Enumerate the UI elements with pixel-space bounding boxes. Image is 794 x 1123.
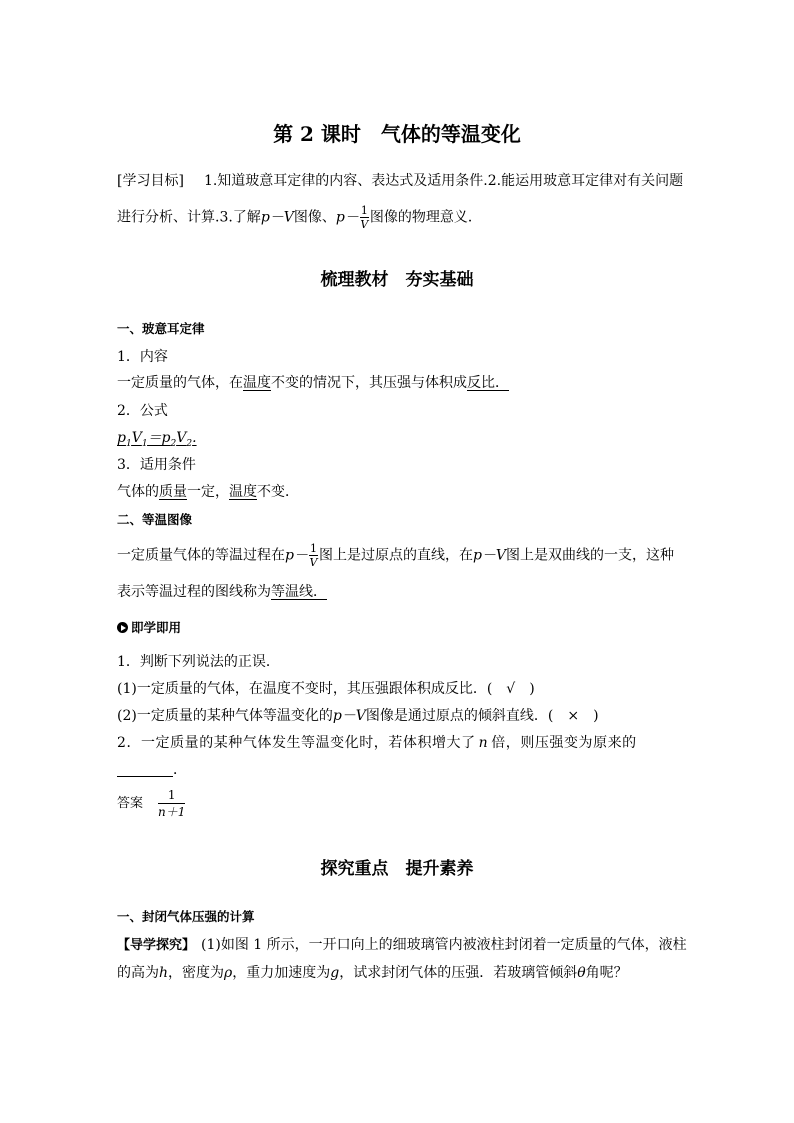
objectives-label: [学习目标] bbox=[117, 173, 184, 189]
guide-text-a: (1)如图 1 所示，一开口向上的细玻璃管内被液柱封闭着一定质量的气体，液柱 bbox=[201, 937, 687, 953]
pv-symbol-2: p－V bbox=[472, 547, 507, 564]
page-title: 第 2 课时 气体的等温变化 bbox=[273, 122, 521, 146]
q2-text-b: 倍，则压强变为原来的 bbox=[491, 735, 637, 751]
p-minus-symbol-2: p－ bbox=[285, 547, 308, 564]
content-text-b: 不变的情况下，其压强与体积成 bbox=[271, 375, 467, 391]
fraction-denominator-2: V bbox=[309, 556, 318, 569]
p-minus-symbol: p－ bbox=[335, 209, 359, 226]
content-text-a: 一定质量的气体，在 bbox=[117, 375, 243, 391]
one-over-v-fraction-2 bbox=[309, 543, 318, 568]
guide-text-b3: ，重力加速度为 bbox=[232, 965, 331, 981]
fraction-numerator: 1 bbox=[360, 204, 368, 217]
guide-text-b4: ，试求封闭气体的压强．若玻璃管倾斜 bbox=[339, 965, 578, 981]
isotherm-text-b: 图上是过原点的直线，在 bbox=[318, 547, 473, 564]
section-heading-2: 探究重点 提升素养 bbox=[320, 859, 474, 879]
q2-end: ． bbox=[173, 762, 187, 778]
play-circle-icon bbox=[117, 622, 128, 633]
blank-answer-temperature: 温度 bbox=[243, 375, 271, 391]
guide-line-2 bbox=[117, 966, 628, 980]
guide-label: 【导学探究】 bbox=[117, 938, 196, 953]
item-conditions: 3．适用条件 bbox=[117, 457, 196, 473]
objectives-line-2 bbox=[117, 205, 482, 230]
pv-symbol-3: p－V bbox=[332, 708, 366, 724]
question-2-line-1 bbox=[117, 736, 637, 750]
question-1-part-2 bbox=[117, 709, 599, 723]
pv-symbol: p－V bbox=[260, 209, 294, 226]
q1-2-text-a: (2)一定质量的某种气体等温变化的 bbox=[117, 708, 333, 724]
answer-label: 答案 bbox=[117, 796, 144, 811]
question-1-part-1: (1)一定质量的气体，在温度不变时，其压强跟体积成反比．( √ ) bbox=[117, 681, 535, 697]
guide-line-1 bbox=[117, 938, 687, 952]
item-content: 1．内容 bbox=[117, 349, 168, 365]
objectives-line-1 bbox=[117, 174, 683, 188]
content-text bbox=[117, 376, 509, 390]
blank-answer-temp: 温度 bbox=[229, 484, 257, 500]
theta-symbol: θ bbox=[577, 965, 586, 981]
one-over-v-fraction bbox=[360, 205, 369, 230]
subheading-isotherm: 二、等温图像 bbox=[117, 512, 193, 527]
g-symbol: g bbox=[330, 965, 340, 981]
h-symbol: h bbox=[159, 965, 169, 981]
guide-text-b5: 角呢？ bbox=[585, 965, 628, 981]
isotherm-text-d: 表示等温过程的图线称为 bbox=[117, 584, 271, 600]
objectives-text-2c: 图像的物理意义． bbox=[369, 209, 482, 226]
q1-2-text-b: 图像是通过原点的倾斜直线．( × ) bbox=[365, 708, 599, 724]
formula-text: $p_1V_1=p_2V_2$. bbox=[117, 430, 197, 449]
question-2-line-2 bbox=[117, 762, 187, 777]
fraction-denominator: V bbox=[360, 218, 369, 231]
section-heading-1: 梳理教材 夯实基础 bbox=[320, 270, 474, 290]
answer-denominator: n＋1 bbox=[158, 805, 186, 819]
n-symbol: n bbox=[478, 735, 489, 751]
conditions-text-b: 一定， bbox=[187, 484, 229, 500]
answer-fraction bbox=[158, 789, 185, 818]
rho-symbol: ρ bbox=[224, 965, 233, 981]
blank-answer-inverse: 反比． bbox=[467, 375, 509, 391]
practice-label: 即学即用 bbox=[131, 620, 182, 635]
q2-text-a: 2．一定质量的某种气体发生等温变化时，若体积增大了 bbox=[117, 735, 476, 751]
blank-answer-mass: 质量 bbox=[159, 484, 187, 500]
objectives-text-2b: 图像、 bbox=[293, 209, 336, 226]
isotherm-text-a: 一定质量气体的等温过程在 bbox=[117, 547, 285, 564]
subheading-pressure: 一、封闭气体压强的计算 bbox=[117, 909, 255, 924]
conditions-text bbox=[117, 485, 299, 499]
guide-text-b2: ，密度为 bbox=[168, 965, 225, 981]
question-1: 1．判断下列说法的正误． bbox=[117, 654, 280, 670]
answer-numerator: 1 bbox=[158, 789, 185, 804]
item-formula: 2．公式 bbox=[117, 403, 168, 419]
objectives-text-1: 1.知道玻意耳定律的内容、表达式及适用条件.2.能运用玻意耳定律对有关问题 bbox=[203, 173, 684, 189]
isotherm-line-1 bbox=[117, 543, 674, 568]
fraction-numerator-2: 1 bbox=[309, 542, 317, 555]
answer-blank bbox=[117, 762, 173, 777]
answer-row bbox=[117, 789, 186, 818]
conditions-text-c: 不变． bbox=[257, 484, 299, 500]
blank-answer-isotherm: 等温线． bbox=[271, 584, 327, 600]
isotherm-text-c: 图上是双曲线的一支，这种 bbox=[506, 547, 675, 564]
guide-text-b1: 的高为 bbox=[117, 965, 159, 981]
practice-heading bbox=[117, 622, 181, 635]
conditions-text-a: 气体的 bbox=[117, 484, 159, 500]
subheading-boyle-law: 一、玻意耳定律 bbox=[117, 321, 205, 336]
isotherm-line-2 bbox=[117, 585, 327, 599]
objectives-text-2a: 进行分析、计算.3.了解 bbox=[117, 209, 261, 226]
